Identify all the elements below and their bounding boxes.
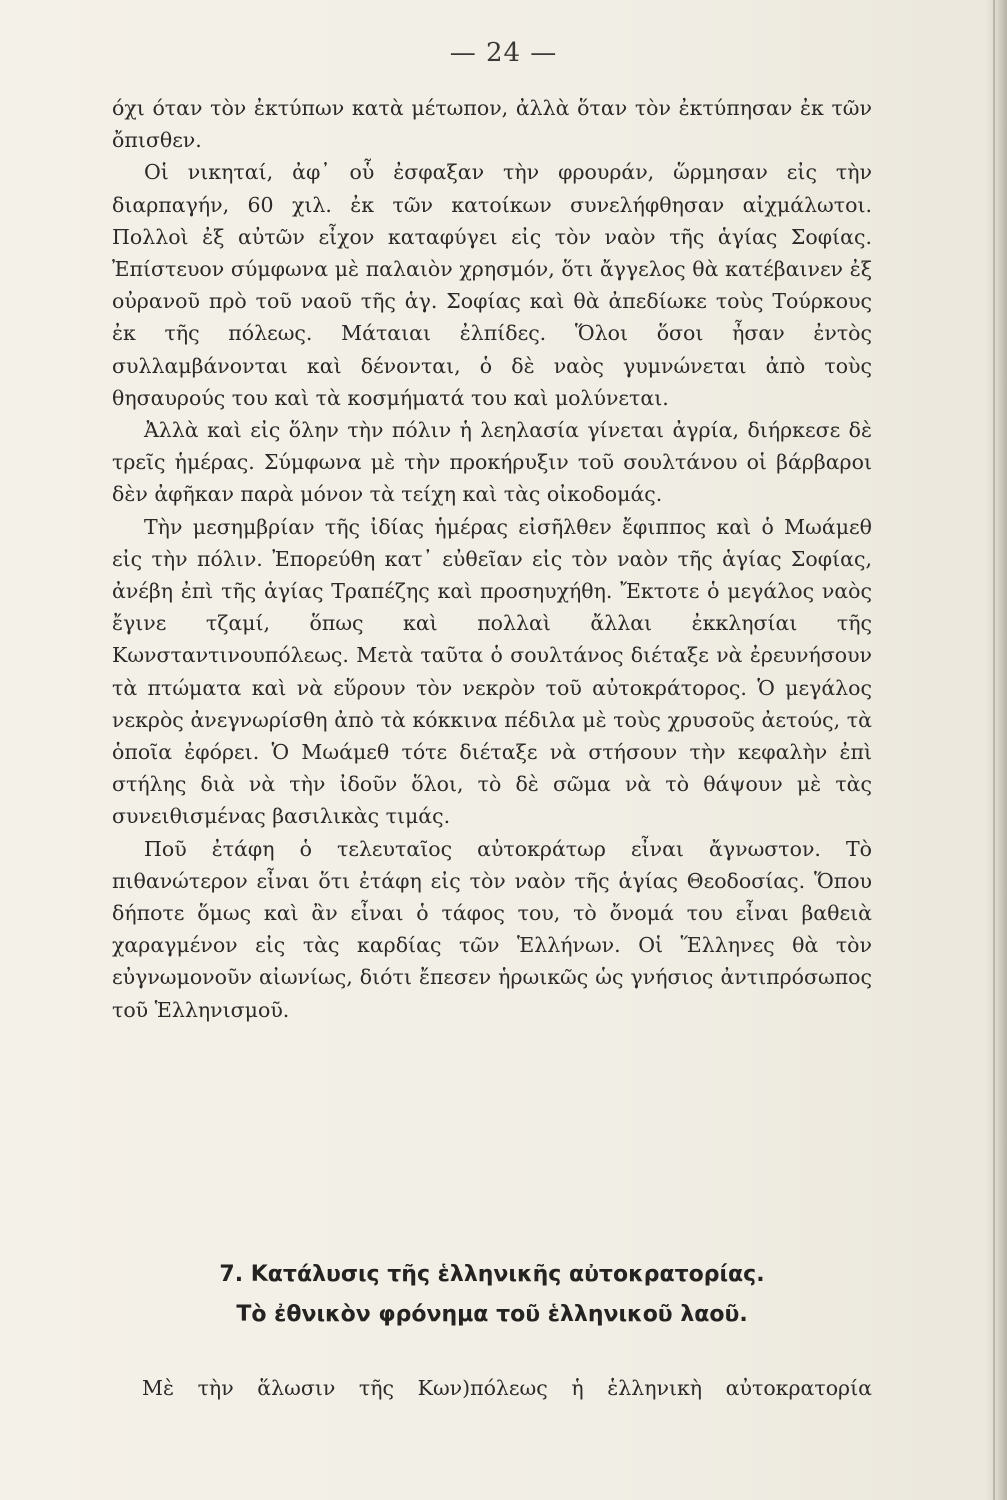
section-first-line: Μὲ τὴν ἅλωσιν τῆς Κων)πόλεως ἡ ἑλληνικὴ αὐτοκρατορία: [142, 1376, 872, 1400]
paragraph-5: Ποῦ ἐτάφη ὁ τελευταῖος αὐτοκράτωρ εἶναι ἄγνωστον. Τὸ πιθανώτερον εἶναι ὅτι ἐτάφη εἰς τὸν ναὸν τῆς ἁγίας Θεοδοσίας. Ὅπου δήποτε ὅμως καὶ ἂν εἶναι ὁ τάφος του, τὸ ὄνομά του εἶναι βαθειὰ χαραγμένον εἰς τὰς καρδίας τῶν Ἑλλήνων. Οἱ Ἕλληνες θὰ τὸν εὐγνωμονοῦν αἰωνίως, διότι ἔπεσεν ἡρωικῶς ὡς γνήσιος ἀντιπρόσωπος τοῦ Ἑλληνισμοῦ.: [112, 836, 872, 1022]
section-heading-line-2: Τὸ ἐθνικὸν φρόνημα τοῦ ἑλληνικοῦ λαοῦ.: [236, 1302, 748, 1327]
page-edge-line: [993, 0, 995, 1500]
paragraph-4: Τὴν μεσημβρίαν τῆς ἰδίας ἡμέρας εἰσῆλθεν ἔφιππος καὶ ὁ Μωάμεθ εἰς τὴν πόλιν. Ἐπορεύθη κατ᾽ εὐθεῖαν εἰς τὸν ναὸν τῆς ἁγίας Σοφίας, ἀνέβη ἐπὶ τῆς ἁγίας Τραπέζης καὶ προσηυχήθη. Ἔκτοτε ὁ μεγάλος ναὸς ἔγινε τζαμί, ὅπως καὶ πολλαὶ ἄλλαι ἐκκλησίαι τῆς Κωνσταντινουπόλεως. Μετὰ ταῦτα ὁ σουλτάνος διέταξε νὰ ἐρευνήσουν τὰ πτώματα καὶ νὰ εὕρουν τὸν νεκρὸν τοῦ αὐτοκράτορος. Ὁ μεγάλος νεκρὸς ἀνεγνωρίσθη ἀπὸ τὰ κόκκινα πέδιλα μὲ τοὺς χρυσοῦς ἀετούς, τὰ ὁποῖα ἐφόρει. Ὁ Μωάμεθ τότε διέταξε νὰ στήσουν τὴν κεφαλὴν ἐπὶ στήλης διὰ νὰ τὴν ἰδοῦν ὅλοι, τὸ δὲ σῶμα νὰ τὸ θάψουν μὲ τὰς συνειθισμένας βασιλικὰς τιμάς.: [112, 514, 872, 829]
section-heading-line-1: 7. Κατάλυσις τῆς ἑλληνικῆς αὐτοκρατορίας.: [219, 1262, 765, 1287]
paragraph-2: Οἱ νικηταί, ἀφ᾽ οὗ ἐσφαξαν τὴν φρουράν, ὥρμησαν εἰς τὴν διαρπαγήν, 60 χιλ. ἐκ τῶν κατοίκων συνελήφθησαν αἰχμάλωτοι. Πολλοὶ ἐξ αὐτῶν εἶχον καταφύγει εἰς τὸν ναὸν τῆς ἁγίας Σοφίας. Ἐπίστευον σύμφωνα μὲ παλαιὸν χρησμόν, ὅτι ἄγγελος θὰ κατέβαινεν ἐξ οὐρανοῦ πρὸ τοῦ ναοῦ τῆς ἁγ. Σοφίας καὶ θὰ ἀπεδίωκε τοὺς Τούρκους ἐκ τῆς πόλεως. Μάταιαι ἐλπίδες. Ὅλοι ὅσοι ἦσαν ἐντὸς συλλαμβάνονται καὶ δένονται, ὁ δὲ ναὸς γυμνώνεται ἀπὸ τοὺς θησαυρούς του καὶ τὰ κοσμήματά του καὶ μολύνεται.: [112, 160, 872, 410]
body-text: [112, 92, 872, 1026]
page-number: — 24 —: [449, 38, 558, 68]
paragraph-3: Ἀλλὰ καὶ εἰς ὅλην τὴν πόλιν ἡ λεηλασία γίνεται ἀγρία, διήρκεσε δὲ τρεῖς ἡμέρας. Σύμφωνα μὲ τὴν προκήρυξιν τοῦ σουλτάνου οἱ βάρβαροι δὲν ἀφῆκαν παρὰ μόνον τὰ τείχη καὶ τὰς οἰκοδομάς.: [112, 418, 872, 507]
page-edge-shadow: [985, 0, 1007, 1500]
paragraph-1: όχι όταν τὸν ἐκτύπων κατὰ μέτωπον, ἀλλὰ ὅταν τὸν ἐκτύπησαν ἐκ τῶν ὄπισθεν.: [112, 96, 872, 153]
